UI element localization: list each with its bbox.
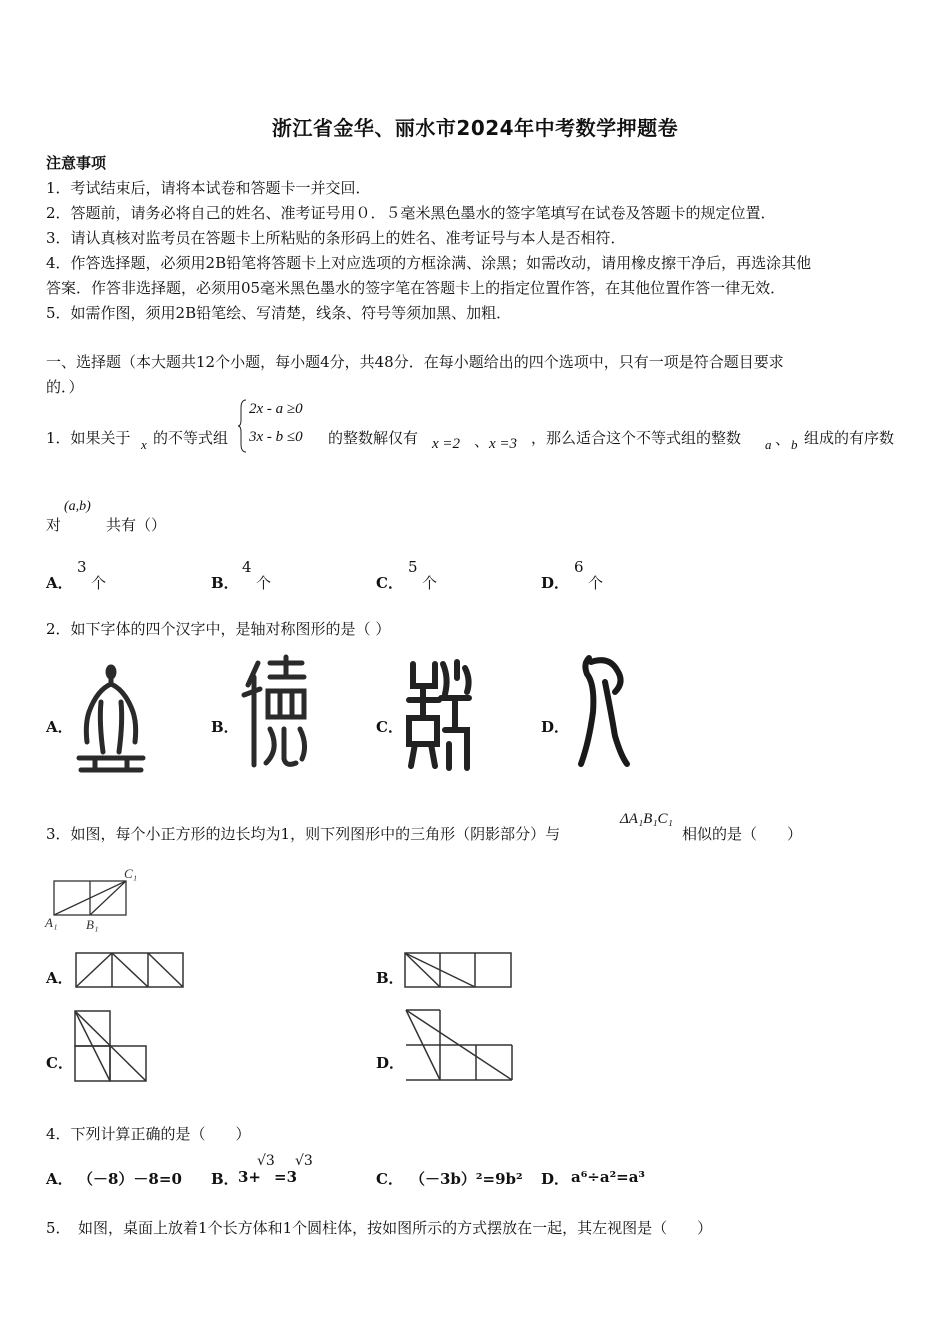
q2-option-a[interactable]: A． (46, 718, 73, 736)
seal-character-d-icon (575, 652, 635, 770)
q1-text: 组成的有序数 (804, 429, 895, 447)
q1-option-c-value: 5 (408, 558, 418, 576)
q1-option-d-unit: 个 (588, 574, 604, 592)
q1-option-c-unit: 个 (422, 574, 438, 592)
q1-solution-2: x =3 (489, 436, 518, 452)
q1-option-a-unit: 个 (91, 574, 107, 592)
q1-option-c[interactable]: C． (376, 574, 403, 592)
q4-option-d-expr: a⁶÷a²=a³ (571, 1168, 646, 1186)
seal-character-c-icon (405, 658, 473, 772)
q1-var-b: b (791, 437, 798, 452)
q3-option-d-figure (404, 1008, 516, 1082)
q4-option-a[interactable]: A． (46, 1170, 73, 1188)
q1-option-b[interactable]: B． (211, 574, 239, 592)
q3-reference-figure (54, 880, 129, 916)
q1-text: ，那么适合这个不等式组的整数 (531, 429, 742, 447)
notice-item: 5．如需作图，须用2B铅笔绘、写清楚，线条、符号等须加黑、加粗． (46, 304, 512, 322)
seal-character-b-icon (240, 655, 312, 773)
q4-option-a-expr: （－8）－8=0 (78, 1170, 182, 1188)
q1-inequality-2: 3x - b ≤0 (249, 429, 303, 445)
q1-option-d[interactable]: D． (541, 574, 570, 592)
q1-text: 的整数解仅有 (328, 429, 419, 447)
q1-var-a: a (765, 437, 772, 452)
q4-option-c-expr: （－3b）²=9b² (410, 1170, 523, 1188)
page-title: 浙江省金华、丽水市2024年中考数学押题卷 (271, 116, 679, 140)
q1-option-a[interactable]: A． (46, 574, 73, 592)
q4-option-b-expr: 3+ (238, 1168, 262, 1186)
notice-item: 4．作答选择题，必须用2B铅笔将答题卡上对应选项的方框涂满、涂黑；如需改动，请用橡皮擦干净后，再选涂其他 (46, 254, 812, 272)
q2-option-c[interactable]: C． (376, 718, 403, 736)
q1-separator: 、 (775, 430, 791, 448)
q1-separator: 、 (474, 432, 490, 450)
seal-character-a-icon (75, 662, 147, 774)
q1-option-d-value: 6 (574, 558, 584, 576)
q2-option-d[interactable]: D． (541, 718, 570, 736)
section-heading-cont: 的．） (46, 378, 84, 396)
q5-text: 5． 如图，桌面上放着1个长方体和1个圆柱体，按如图所示的方式摆放在一起，其左视图是（ ） (46, 1219, 713, 1237)
q1-option-b-value: 4 (242, 558, 252, 576)
label-c1: C₁ (124, 866, 138, 881)
section-heading: 一、选择题（本大题共12个小题，每小题4分，共48分．在每小题给出的四个选项中，只有一项是符合题目要求 (46, 353, 784, 371)
notice-heading: 注意事项 (46, 154, 107, 172)
q1-text: 的不等式组 (153, 429, 229, 447)
q3-triangle-symbol: ΔA₁B₁C₁ (620, 811, 673, 827)
q4-option-b-root: √3 (257, 1153, 275, 1169)
q1-pair: (a,b) (64, 499, 91, 514)
q1-var-x: x (141, 437, 147, 452)
q1-option-a-value: 3 (77, 558, 87, 576)
label-b1: B₁ (86, 917, 99, 932)
q1-text: 共有（） (106, 516, 167, 534)
q3-option-a-figure (75, 952, 185, 988)
q2-text: 2．如下字体的四个汉字中，是轴对称图形的是（ ） (46, 620, 391, 638)
q2-option-b[interactable]: B． (211, 718, 239, 736)
q3-option-d[interactable]: D． (376, 1054, 405, 1072)
q3-option-b[interactable]: B． (376, 969, 404, 987)
label-a1: A₁ (45, 915, 58, 930)
q4-option-b[interactable]: B． (211, 1170, 239, 1188)
q1-text: 对 (46, 516, 62, 534)
q3-option-c-figure (74, 1010, 149, 1082)
q3-text: 3．如图，每个小正方形的边长均为1，则下列图形中的三角形（阴影部分）与 (46, 825, 561, 843)
notice-item: 3．请认真核对监考员在答题卡上所粘贴的条形码上的姓名、准考证号与本人是否相符． (46, 229, 626, 247)
q1-inequality-1: 2x - a ≥0 (249, 401, 303, 417)
q4-text: 4．下列计算正确的是（ ） (46, 1125, 251, 1143)
q3-text: 相似的是（ ） (682, 825, 803, 843)
notice-item: 答案．作答非选择题，必须用05毫米黑色墨水的签字笔在答题卡上的指定位置作答，在其他位置作答一律无效． (46, 279, 786, 297)
q3-option-a[interactable]: A． (46, 969, 73, 987)
brace-icon (238, 398, 248, 454)
q4-option-c[interactable]: C． (376, 1170, 403, 1188)
q1-option-b-unit: 个 (256, 574, 272, 592)
q4-option-d[interactable]: D． (541, 1170, 570, 1188)
q4-option-b-root: √3 (295, 1153, 313, 1169)
notice-item: 1．考试结束后，请将本试卷和答题卡一并交回． (46, 179, 371, 197)
q4-option-b-expr: =3 (274, 1168, 298, 1186)
q1-solution-1: x =2 (432, 436, 461, 452)
q3-option-b-figure (404, 952, 514, 988)
q1-prefix: 1．如果关于 (46, 429, 131, 447)
q3-option-c[interactable]: C． (46, 1054, 73, 1072)
notice-item: 2．答题前，请务必将自己的姓名、准考证号用０．５毫米黑色墨水的签字笔填写在试卷及答题卡的规定位置． (46, 204, 776, 222)
